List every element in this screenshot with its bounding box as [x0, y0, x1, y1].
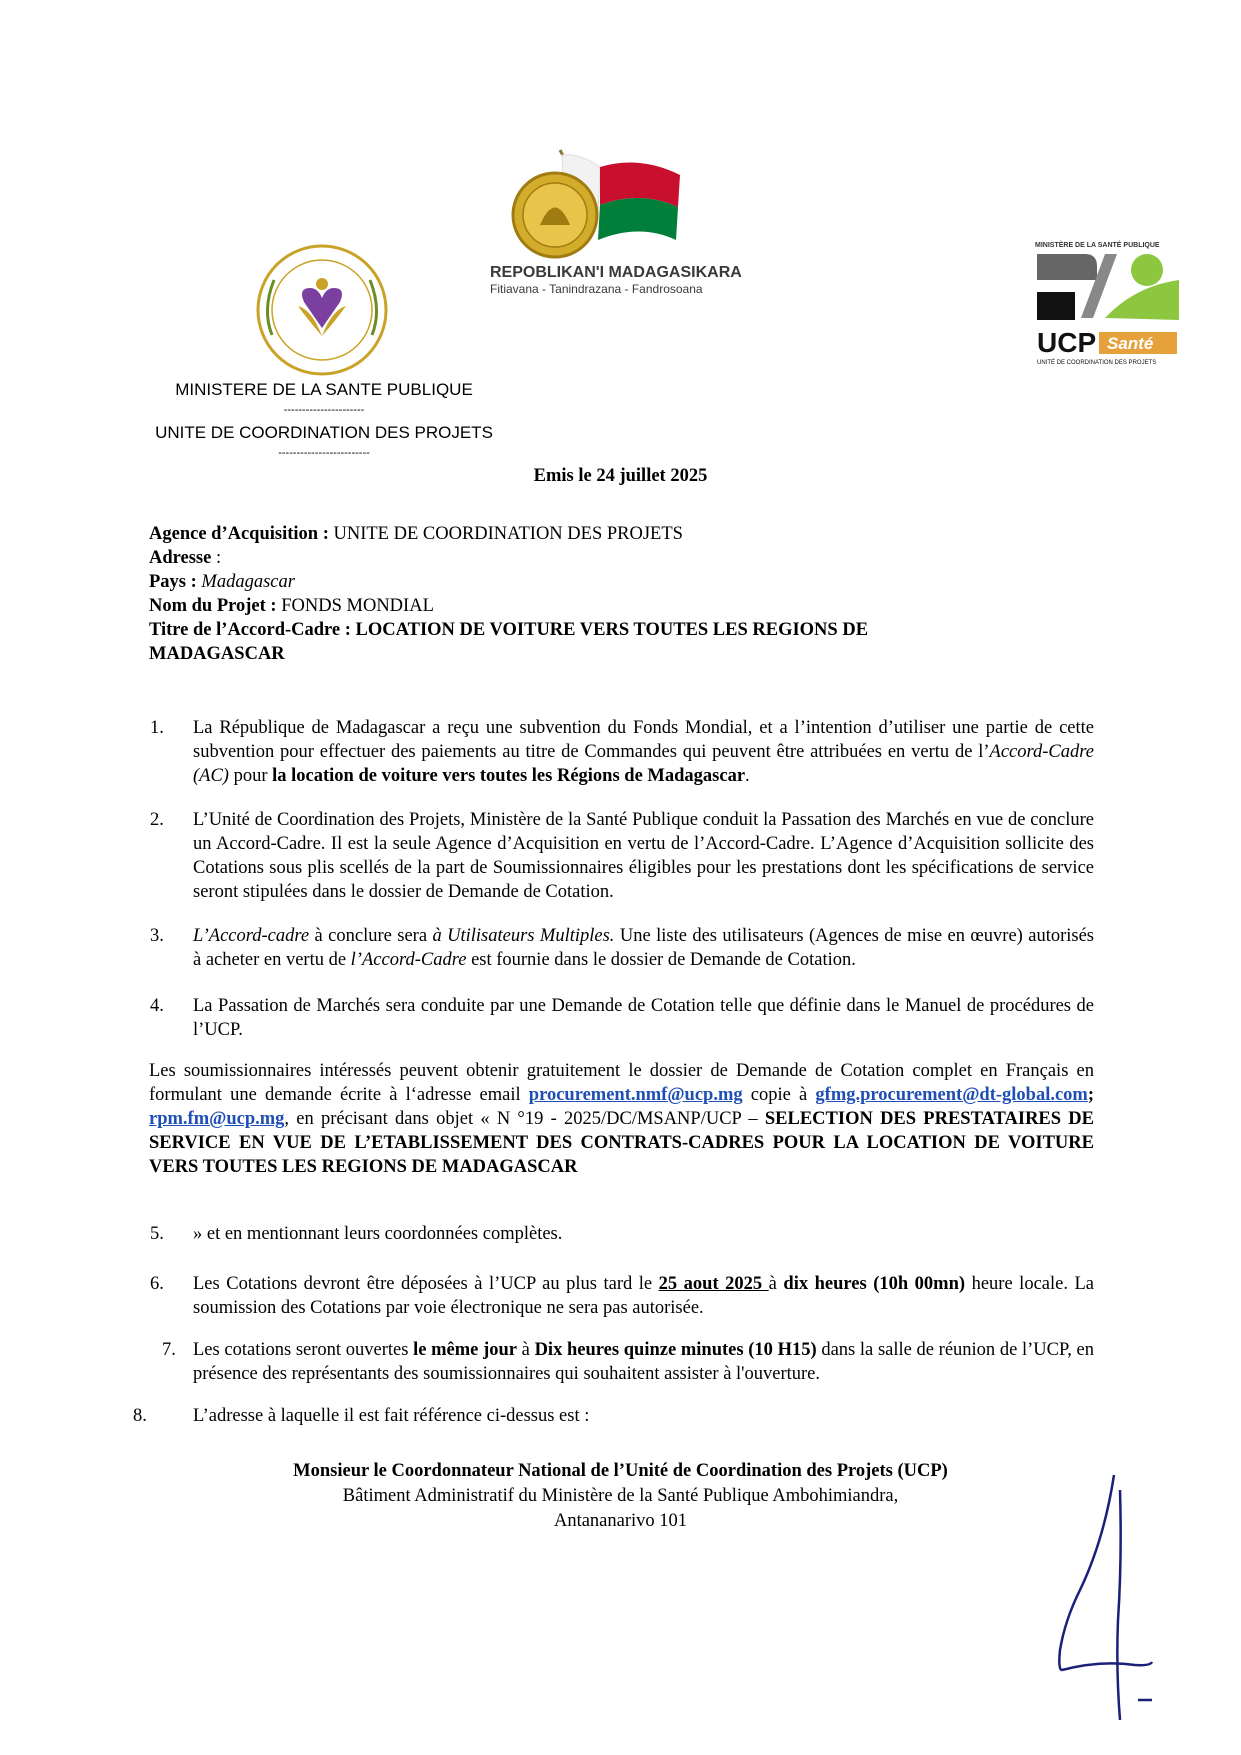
info-country [149, 570, 1109, 594]
email-link-rpm-fm[interactable]: rpm.fm@ucp.mg [149, 1109, 285, 1129]
address-building: Bâtiment Administratif du Ministère de la Santé Publique Ambohimiandra, [342, 1486, 899, 1506]
item-4-text: La Passation de Marchés sera conduite par une Demande de Cotation telle que définie dans le Manuel de procédures de l’UCP. [193, 996, 1094, 1040]
ucp-ministry-text: MINISTÈRE DE LA SANTÉ PUBLIQUE [1035, 242, 1160, 249]
item-number-2: 2. [150, 810, 164, 830]
item-number-7: 7. [162, 1340, 176, 1360]
ucp-sante-logo [1035, 240, 1180, 370]
agency-value: UNITE DE COORDINATION DES PROJETS [328, 524, 683, 544]
address-recipient: Monsieur le Coordonnateur National de l’Unité de Coordination des Projets (UCP) [293, 1461, 948, 1481]
item-7-text: Les cotations seront ouvertes le même jour à Dix heures quinze minutes (10 H15) dans la salle de réunion de l’UCP, en présence des représentants des soumissionnaires qui souhaitent assister à l'ouverture. [193, 1340, 1095, 1384]
header-divider-1: ---------------------- [283, 404, 365, 416]
item-3-text: L’Accord-cadre à conclure sera à Utilisateurs Multiples. Une liste des utilisateurs (Agences de mise en œuvre) autorisés à acheter en vertu de l’Accord-Cadre est fournie dans le dossier de Demande de Cotation. [193, 926, 1094, 970]
address-value: : [211, 548, 222, 568]
info-project [149, 594, 1109, 618]
ucp-sante-text: Santé [1107, 334, 1154, 353]
item-number-6: 6. [150, 1274, 164, 1294]
item-5-text: » et en mentionnant leurs coordonnées complètes. [193, 1224, 563, 1244]
item-number-3: 3. [150, 926, 164, 946]
item-2-text: L’Unité de Coordination des Projets, Ministère de la Santé Publique conduit la Passation des Marchés en vue de conclure un Accord-Cadre. Il est la seule Agence d’Acquisition en vertu de l’Accord-Cadre. L’Agence d’Acquisition sollicite des Cotations sous plis scellés de la part de Soumissionnaires éligibles pour les prestations dont les spécifications de service seront stipulées dans le dossier de Demande de Cotation. [193, 810, 1094, 902]
republic-name: REPOBLIKAN'I MADAGASIKARA [490, 264, 742, 281]
item-number-5: 5. [150, 1224, 164, 1244]
ucp-subtitle-text: UNITÉ DE COORDINATION DES PROJETS [1037, 360, 1157, 366]
project-label: Nom du Projet : [149, 596, 277, 616]
item-number-4: 4. [150, 996, 164, 1016]
address-city: Antananarivo 101 [553, 1511, 688, 1531]
handwritten-signature [1040, 1470, 1180, 1740]
info-address [149, 546, 1109, 570]
issue-date: Emis le 24 juillet 2025 [533, 466, 708, 486]
request-instructions: Les soumissionnaires intéressés peuvent obtenir gratuitement le dossier de Demande de Cotation complet en Français en formulant une demande écrite à l‘adresse email procurement.nmf@ucp.mg copie à gfmg.procurement@dt-global.com; rpm.fm@ucp.mg, en précisant dans objet « N °19 - 2025/DC/MSANP/UCP – SELECTION DES PRESTATAIRES DE SERVICE EN VUE DE L’ETABLISSEMENT DES CONTRATS-CADRES POUR LA LOCATION DE VOITURE VERS TOUTES LES REGIONS DE MADAGASCAR [149, 1061, 1094, 1177]
info-agency [149, 522, 1109, 546]
agency-label: Agence d’Acquisition : [149, 524, 329, 544]
title-label: Titre de l’Accord-Cadre : [149, 620, 351, 640]
country-label: Pays : [149, 572, 197, 592]
title-value: LOCATION DE VOITURE VERS TOUTES LES REGIONS DE MADAGASCAR [149, 620, 869, 664]
item-number-8: 8. [133, 1406, 147, 1426]
republic-emblem-logo [490, 145, 770, 300]
ministry-seal-logo [252, 240, 392, 380]
header-divider-2: ------------------------- [278, 447, 370, 459]
item-number-1: 1. [150, 718, 164, 738]
ministry-name: MINISTERE DE LA SANTE PUBLIQUE [175, 380, 473, 399]
ucp-brand-text: UCP [1037, 327, 1097, 358]
item-1-text: La République de Madagascar a reçu une subvention du Fonds Mondial, et a l’intention d’utiliser une partie de cette subvention pour effectuer des paiements au titre de Commandes qui peuvent être attribuées en vertu de l’Accord-Cadre (AC) pour la location de voiture vers toutes les Régions de Madagascar. [193, 718, 1094, 786]
country-value: Madagascar [196, 572, 295, 592]
republic-motto: Fitiavana - Tanindrazana - Fandrosoana [490, 282, 703, 296]
unit-name: UNITE DE COORDINATION DES PROJETS [155, 423, 493, 442]
item-8-text: L’adresse à laquelle il est fait référence ci-dessus est : [193, 1406, 590, 1426]
email-link-procurement-nmf[interactable]: procurement.nmf@ucp.mg [528, 1085, 743, 1105]
email-link-gfmg-procurement[interactable]: gfmg.procurement@dt-global.com [815, 1085, 1088, 1105]
item-6-text: Les Cotations devront être déposées à l’UCP au plus tard le 25 aout 2025 à dix heures (10h 00mn) heure locale. La soumission des Cotations par voie électronique ne sera pas autorisée. [193, 1274, 1094, 1318]
address-label: Adresse [149, 548, 212, 568]
project-value: FONDS MONDIAL [276, 596, 434, 616]
info-title [149, 618, 979, 666]
